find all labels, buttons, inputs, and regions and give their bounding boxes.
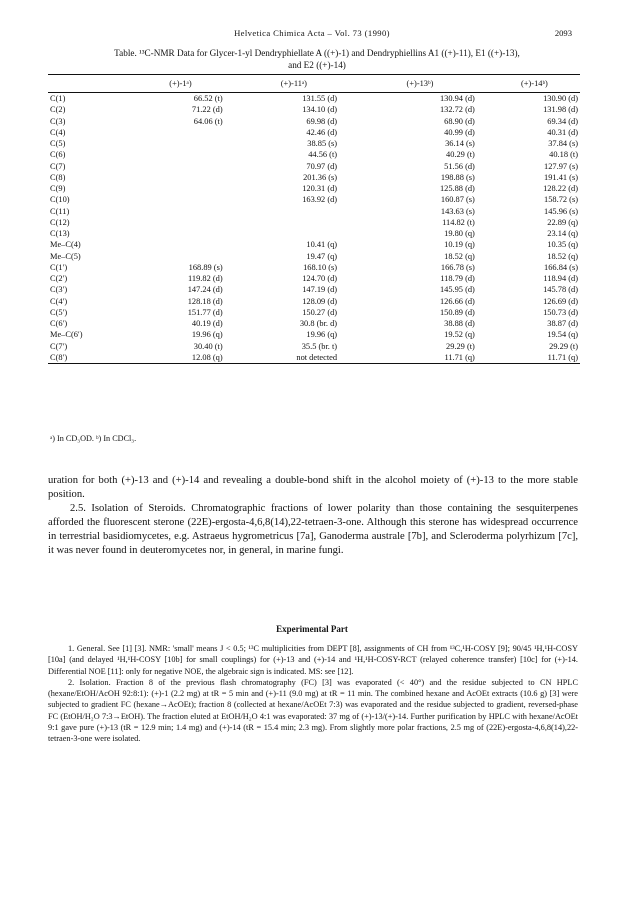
shift-value: 150.89 (d) [439,307,475,317]
shift-value: 131.55 (d) [302,94,338,103]
carbon-label: C(5′) [50,307,68,317]
column-header [48,75,124,93]
shift-value: 51.56 (d) [444,161,475,171]
shift-value: 125.88 (d) [439,184,475,193]
shift-value: 40.31 (d) [547,127,578,137]
nmr-data-table [48,74,580,364]
shift-value: 124.70 (d) [302,274,338,283]
carbon-label: C(7) [50,161,66,171]
table-caption-line2: and E2 ((+)-14) [288,60,346,70]
shift-value: 198.88 (s) [440,172,475,182]
shift-value: 10.41 (q) [306,240,338,250]
shift-value: 30.40 (t) [193,341,223,351]
paragraph-isolation-steroids: 2.5. Isolation of Steroids. Chromatographic fractions of lower polarity than those containing the sesquiterpenes afforded the fluorescent sterone (22E)-ergosta-4,6,8(14),22-tetraen-3-one. Although this sterone has widespread occurrence in terrestrial basidiomycetes, e.g. Astraeus hygrometricus [7a], Ganoderma australe [7b], and Scleroderma polyrhizum [7c], it was never found in deuteromycetes nor, in general, in marine fungi. [48,502,578,556]
shift-value [124,161,236,172]
running-header [0,28,624,42]
shift-value: 29.29 (t) [446,341,475,351]
paragraph-continuation: uration for both (+)-13 and (+)-14 and revealing a double-bond shift in the alcohol moiety of (+)-13 to the more stable position. [48,475,578,500]
table-row [48,172,580,183]
shift-value: 22.89 (q) [547,217,578,227]
shift-value: 18.52 (q) [547,251,578,261]
shift-value: 71.22 (d) [191,105,223,115]
carbon-label: C(9) [50,184,66,193]
shift-value: 127.97 (s) [544,161,578,171]
table-row [48,206,580,217]
shift-value [124,206,236,217]
table-body [48,93,580,364]
shift-value [124,251,236,262]
shift-value: 18.52 (q) [444,251,475,261]
shift-value: 147.19 (d) [302,285,338,295]
table-caption [70,47,564,71]
shift-value: 30.8 (br. d) [299,319,338,328]
table-row [48,217,580,228]
shift-value: 147.24 (d) [187,285,223,295]
carbon-label: C(7′) [50,341,68,351]
shift-value: 44.56 (t) [308,150,338,160]
shift-value: 19.80 (q) [444,229,475,238]
table-row [48,104,580,115]
shift-value: 29.29 (t) [549,341,578,351]
table-row [48,149,580,160]
shift-value: 130.90 (d) [543,94,578,103]
shift-value: 143.63 (s) [440,206,475,216]
shift-value: 11.71 (q) [351,352,489,364]
shift-value: 128.22 (d) [543,184,578,193]
shift-value [124,239,236,250]
shift-value: 23.14 (q) [547,229,578,238]
carbon-label: C(6) [50,150,66,160]
table-row [48,262,580,273]
shift-value: 158.72 (s) [544,195,578,205]
shift-value [124,183,236,194]
running-title: Helvetica Chimica Acta – Vol. 73 (1990) [234,28,390,38]
shift-value [124,127,236,138]
shift-value: 40.29 (t) [446,150,475,160]
shift-value: 40.99 (d) [444,127,475,137]
column-header: (+)-11ᵃ) [237,75,351,93]
shift-value [124,217,236,228]
shift-value: 70.97 (d) [306,161,338,171]
shift-value: 68.90 (d) [444,116,475,126]
carbon-label: C(12) [50,217,70,227]
table-header [48,75,580,93]
shift-value: 36.14 (s) [445,139,475,148]
experimental-heading: Experimental Part [276,624,348,634]
carbon-label: Me–C(6′) [50,330,83,340]
shift-value: 114.82 (t) [442,217,475,227]
carbon-label: C(2′) [50,274,68,283]
shift-value: 37.84 (s) [548,139,578,148]
shift-value: 150.27 (d) [302,307,338,317]
table-row [48,307,580,318]
shift-value: 126.69 (d) [543,296,578,306]
shift-value: 145.78 (d) [543,285,578,295]
shift-value: 118.79 (d) [440,274,475,283]
table-row [48,273,580,284]
shift-value: 166.84 (s) [544,262,578,272]
shift-value [124,149,236,160]
shift-value: 10.35 (q) [547,240,578,250]
column-header: (+)-1ᵃ) [124,75,236,93]
table-row [48,284,580,295]
carbon-label: C(6′) [50,319,68,328]
table-caption-line1: Table. ¹³C-NMR Data for Glycer-1-yl Dendryphiellate A ((+)-1) and Dendryphiellins A1 ((+)-11), E1 ((+)-13), [114,48,520,58]
shift-value: 38.87 (d) [547,319,578,328]
shift-value: 163.92 (d) [302,195,338,205]
shift-value [124,172,236,183]
shift-value: 151.77 (d) [187,307,223,317]
shift-value: 128.18 (d) [187,296,223,306]
table-row [48,138,580,149]
shift-value: 166.78 (s) [440,262,475,272]
shift-value: 131.98 (d) [543,105,578,115]
shift-value: 145.95 (d) [439,285,475,295]
shift-value: 120.31 (d) [302,184,338,193]
experimental-isolation: 2. Isolation. Fraction 8 of the previous flash chromatography (FC) [3] was evaporated (< 40°) and the residue subjected to CN HPLC (hexane/EtOH/AcOH 92:8:1): (+)-1 (2.2 mg) at tR = 5 min and (+)-11 (9.0 mg) at tR = 11 min. The combined hexane and AcOEt extracts (10.6 g) [3] were subjected to gradient FC (hexane→AcOEt); fraction 8 (collected at hexane/AcOEt 7:3) was evaporated and the residue subjected to gradient, reversed-phase FC (EtOH/H₂O 7:3→EtOH). The fraction eluted at EtOH/H₂O 4:1 was evaporated: 37 mg of (+)-13/(+)-14. Further purification by HPLC with hexane/AcOEt 9:1 gave pure (+)-13 (tR = 12.9 min; 1.4 mg) and (+)-14 (tR = 15.4 min; 2.3 mg). From slightly more polar fractions, 2.5 mg of (22E)-ergosta-4,6,8(14),22-tetraen-3-one were isolated. [48,677,578,744]
table-row [48,183,580,194]
table-row [48,318,580,329]
shift-value: 69.98 (d) [306,116,338,126]
shift-value: 168.10 (s) [303,262,338,272]
table-row [48,127,580,138]
shift-value: 40.18 (t) [549,150,578,160]
shift-value: 145.96 (s) [544,206,578,216]
shift-value: 19.52 (q) [444,330,475,340]
shift-value: 134.10 (d) [302,105,338,115]
carbon-label: C(11) [50,206,70,216]
table-row [48,352,580,364]
shift-value: 38.88 (d) [444,319,475,328]
shift-value: 11.71 (q) [489,352,580,364]
shift-value: 10.19 (q) [444,240,475,250]
carbon-label: C(5) [50,139,66,148]
table-row [48,116,580,127]
shift-value [124,138,236,149]
carbon-label: C(1) [50,94,66,103]
carbon-label: C(3′) [50,285,68,295]
shift-value: 191.41 (s) [544,172,578,182]
shift-value [124,228,236,239]
shift-value: 130.94 (d) [439,94,475,103]
shift-value: 19.96 (q) [191,330,223,340]
table-row [48,341,580,352]
carbon-label: C(13) [50,229,70,238]
shift-value: 12.08 (q) [124,352,236,364]
shift-value: 132.72 (d) [439,105,475,115]
shift-value [237,206,351,217]
experimental-general: 1. General. See [1] [3]. NMR: 'small' means J < 0.5; ¹³C multiplicities from DEPT [8], assignments of CH from ¹³C,¹H-COSY [9]; 90/45 ¹H,¹H-COSY [10a] (and delayed ¹H,¹H-COSY [10b] for small couplings) for (+)-13 and (+)-14 and ¹H,¹H-COSY-RCT (relayed coherence transfer) [10c] for (+)-14. Differential NOE [11]: only for negative NOE, the algebraic sign is indicated. MS: see [12]. [48,644,578,676]
shift-value: 42.46 (d) [306,127,338,137]
shift-value: 201.36 (s) [303,172,338,182]
carbon-label: C(3) [50,116,66,126]
shift-value: 35.5 (br. t) [301,341,338,351]
carbon-label: C(4′) [50,296,68,306]
shift-value: 64.06 (t) [193,116,223,126]
carbon-label: C(2) [50,105,66,115]
experimental-section [48,643,578,745]
shift-value: 19.96 (q) [306,330,338,340]
carbon-label: C(10) [50,195,70,205]
shift-value: 126.66 (d) [439,296,475,306]
column-header: (+)-14ᵇ) [489,75,580,93]
shift-value: 19.54 (q) [547,330,578,340]
table-row [48,239,580,250]
table-row [48,329,580,340]
shift-value: 19.47 (q) [306,251,338,261]
shift-value: 119.82 (d) [188,274,223,283]
carbon-label: C(8) [50,172,66,182]
carbon-label: Me–C(5) [50,251,81,261]
shift-value: 160.87 (s) [440,195,475,205]
page-number: 2093 [554,28,572,38]
carbon-label: C(8′) [48,352,124,364]
shift-value: 66.52 (t) [193,94,223,103]
body-text [48,474,578,557]
table-row [48,228,580,239]
table-row [48,296,580,307]
carbon-label: C(1′) [50,262,68,272]
shift-value [237,228,351,239]
shift-value: 150.73 (d) [543,307,578,317]
shift-value [237,217,351,228]
shift-value: 168.89 (s) [188,262,223,272]
shift-value: 128.09 (d) [302,296,338,306]
carbon-label: Me–C(4) [50,240,81,250]
shift-value: 38.85 (s) [307,139,338,148]
table-row [48,194,580,205]
shift-value: 69.34 (d) [547,116,578,126]
carbon-label: C(4) [50,127,66,137]
table-row [48,251,580,262]
shift-value: not detected [237,352,351,364]
table-row [48,93,580,105]
shift-value: 40.19 (d) [191,319,223,328]
shift-value [124,194,236,205]
shift-value: 118.94 (d) [543,274,578,283]
column-header: (+)-13ᵇ) [351,75,489,93]
table-footnote: ᵃ) In CD₃OD. ᵇ) In CDCl₃. [50,434,137,443]
table-row [48,161,580,172]
